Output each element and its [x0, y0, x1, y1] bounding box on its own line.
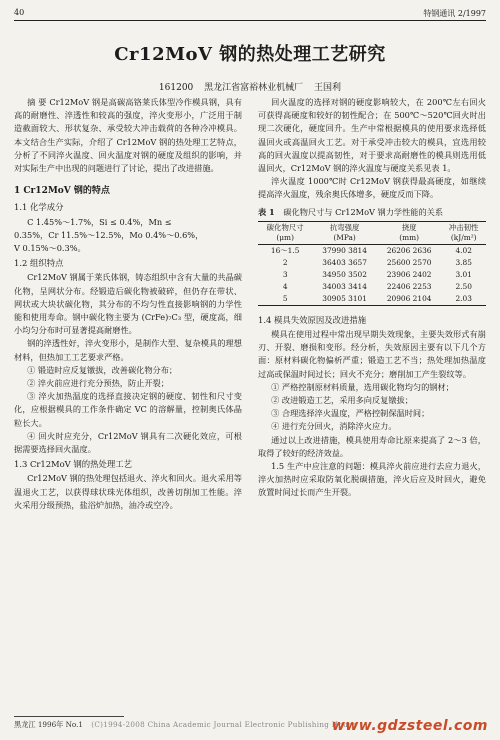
table-cell: 26206 2636 [386, 245, 432, 255]
table-row [258, 244, 486, 257]
table-header-cell: 挠度 (mm) [377, 221, 442, 244]
paragraph: Cr12MoV 钢属于莱氏体钢，铸态组织中含有大量的共晶碳化物，呈网状分布。经锻造后碳化物被破碎，但仍存在带状、网状或大块状碳化物，其分布的不均匀性直接影响钢的力学性能和使用寿命。钢中碳化物主要为 (CrFe)₇C₃ 型，硬度高，细小均匀分布时可显著提高耐磨性。 [14, 272, 242, 336]
table-number: 表 1 [258, 206, 275, 217]
table-cell: 36403 3657 [322, 257, 367, 267]
table-header-cell: 碳化物尺寸 (μm) [258, 221, 312, 244]
site-watermark[interactable]: www.gdzsteel.com [331, 718, 488, 734]
data-table [258, 221, 486, 306]
right-column [258, 96, 486, 500]
table-cell: 3.85 [455, 257, 472, 267]
table-cell: 4.02 [455, 245, 472, 255]
left-column [14, 96, 242, 512]
table-cell: 34003 3414 [322, 281, 367, 291]
subsection-1-3: 1.3 Cr12MoV 钢的热处理工艺 [14, 459, 133, 470]
page-number: 40 [14, 8, 25, 17]
list-item: ④ 进行充分回火，消除淬火应力。 [271, 421, 397, 432]
article-title: Cr12MoV 钢的热处理工艺研究 [114, 44, 386, 65]
table-cell: 5 [258, 293, 312, 306]
table-caption [258, 206, 486, 219]
paragraph: 通过以上改进措施，模具使用寿命比原来提高了 2～3 倍，取得了较好的经济效益。 [258, 434, 486, 458]
abstract: 摘 要 Cr12MoV 钢是高碳高铬莱氏体型冷作模具钢，具有高的耐磨性、淬透性和较高的强度，淬火变形小，广泛用于制造截面较大、形状复杂、承受较大冲击载荷的各种冷冲模具。本文结合生产实际，介绍了 Cr12MoV 钢的热处理工艺特点，分析了不同淬火温度、回火温度对钢的硬度及组织的影响，并对实际生产中出现的问题进行了讨论，提出了改进措施。 [14, 97, 242, 174]
table-row [258, 281, 486, 293]
list-item: ③ 合理选择淬火温度，严格控制保温时间； [271, 408, 430, 419]
author-name: 王国利 [314, 83, 342, 93]
table-cell: 25600 2570 [386, 257, 432, 267]
table-cell: 37990 3814 [322, 245, 367, 255]
table-cell: 22406 2253 [386, 281, 432, 291]
table-row [258, 269, 486, 281]
composition-line: C 1.45%～1.7%，Si ≤ 0.4%，Mn ≤ [27, 216, 172, 227]
table-cell: 4 [282, 281, 288, 291]
table-header-row [258, 221, 486, 244]
header-rule [14, 20, 486, 21]
page-footer [14, 720, 356, 730]
footnote-rule [14, 716, 124, 717]
list-item: ① 锻造时应反复镦拔，改善碳化物分布； [27, 364, 178, 375]
paragraph: 钢的淬透性好，淬火变形小，是制作大型、复杂模具的理想材料，但热加工工艺要求严格。 [14, 338, 242, 362]
paragraph: 淬火温度 1000℃时 Cr12MoV 钢获得最高硬度，如继续提高淬火温度，残余奥氏体增多，硬度反而下降。 [258, 176, 486, 200]
table-cell: 3.01 [455, 269, 472, 279]
paragraph: Cr12MoV 钢的热处理包括退火、淬火和回火。退火采用等温退火工艺，以获得球状珠光体组织，改善切削加工性能。淬火采用分级预热，盐浴炉加热，油冷或空冷。 [14, 473, 242, 510]
table-cell: 16～1.5 [270, 245, 300, 255]
list-item: ② 改进锻造工艺，采用多向反复镦拔； [271, 395, 413, 406]
table-header-cell: 冲击韧性 (kJ/m²) [441, 221, 486, 244]
subsection-1-2: 1.2 组织特点 [14, 258, 64, 269]
composition-line: 0.35%，Cr 11.5%～12.5%，Mo 0.4%～0.6%， [14, 229, 204, 240]
section-heading-1: 1 Cr12MoV 钢的特点 [14, 186, 110, 197]
table-cell: 2 [282, 257, 288, 267]
affiliation: 黑龙江省富裕林业机械厂 [204, 83, 304, 93]
postal-code: 161200 [158, 83, 194, 93]
paragraph: ④ 回火时应充分，Cr12MoV 钢具有二次硬化效应，可根据需要选择回火温度。 [14, 430, 242, 455]
author-line [0, 80, 500, 93]
subsection-1-1: 1.1 化学成分 [14, 202, 64, 213]
paragraph: 1.5 生产中应注意的问题：模具淬火前应进行去应力退火，淬火加热时应采取防氧化脱碳措施，淬火后应及时回火，避免放置时间过长而产生开裂。 [258, 461, 486, 498]
journal-name: 特钢通讯 2/1997 [423, 9, 486, 18]
list-item: ② 淬火前应进行充分预热，防止开裂； [27, 378, 169, 389]
table-row [258, 293, 486, 306]
table-title: 碳化物尺寸与 Cr12MoV 钢力学性能的关系 [283, 206, 444, 217]
table-cell: 20906 2104 [377, 293, 442, 306]
table-cell: 34950 3502 [322, 269, 367, 279]
table-row [258, 257, 486, 269]
table-header-cell: 抗弯强度 (MPa) [312, 221, 377, 244]
table-cell: 3 [282, 269, 288, 279]
paragraph: ③ 淬火加热温度的选择直接决定钢的硬度、韧性和尺寸变化，应根据模具的工作条件确定 VC 的溶解量，控制奥氏体晶粒长大。 [14, 391, 242, 428]
subsection-1-4: 1.4 模具失效原因及改进措施 [258, 314, 367, 325]
paragraph: 模具在使用过程中常出现早期失效现象，主要失效形式有崩刃、开裂、磨损和变形。经分析，失效原因主要有以下几个方面：原材料碳化物偏析严重；锻造工艺不当；热处理加热温度过高或保温时间过长；回火不充分；磨削加工产生裂纹等。 [258, 329, 486, 379]
table-cell: 23906 2402 [386, 269, 432, 279]
table-cell: 2.50 [455, 281, 472, 291]
paragraph: 回火温度的选择对钢的硬度影响较大，在 200℃左右回火可获得高硬度和较好的韧性配合；在 500℃～520℃回火时出现二次硬化，硬度回升。生产中常根据模具的使用要求选择低温回火或高温回火工艺。对于承受冲击较大的模具，宜选用较高的回火温度以提高韧性，对于要求高耐磨性的模具则选用低温回火，Cr12MoV 钢的淬火温度与硬度关系见表 1。 [258, 97, 486, 174]
copyright-bar: (C)1994-2008 China Academic Journal Electronic Publishing House [91, 720, 357, 729]
footer-source: 黑龙江 1996年 No.1 [14, 720, 83, 729]
table-cell: 30905 3101 [312, 293, 377, 306]
running-header [14, 6, 486, 20]
table-cell: 2.03 [441, 293, 486, 306]
list-item: ① 严格控制原材料质量，选用碳化物均匀的钢材； [271, 381, 454, 392]
composition-line: V 0.15%～0.3%。 [14, 243, 86, 254]
